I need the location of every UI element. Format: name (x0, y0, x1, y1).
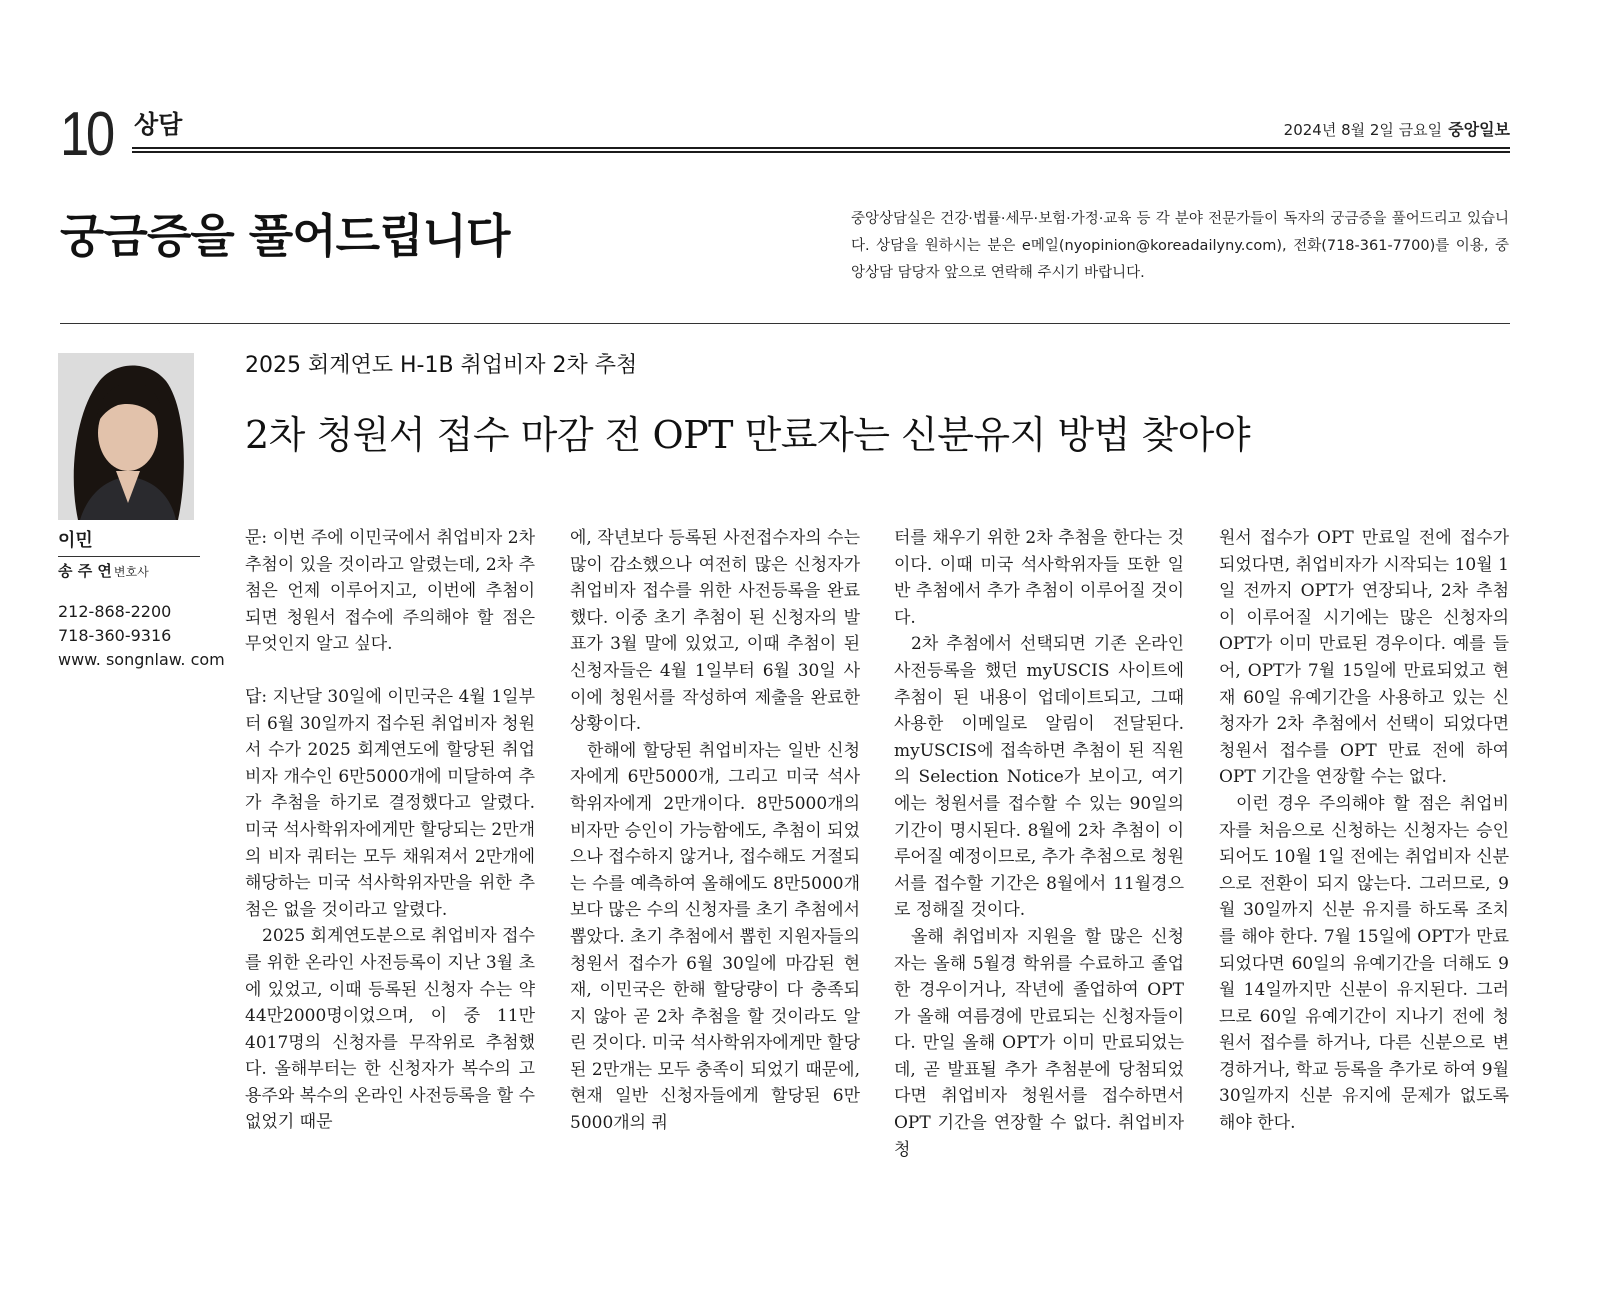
page-number: 10 (60, 100, 112, 169)
dateline (1284, 120, 1510, 140)
paragraph: 문: 이번 주에 이민국에서 취업비자 2차 추첨이 있을 것이라고 알렸는데, 2차 추첨은 언제 이루어지고, 이번에 추첨이 되면 청원서 접수에 주의해야 할 점은 무엇인지 알고 싶다. (245, 528, 535, 655)
article-title: 2차 청원서 접수 마감 전 OPT 만료자는 신분유지 방법 찾아야 (245, 413, 1251, 457)
paragraph: 에, 작년보다 등록된 사전접수자의 수는 많이 감소했으나 여전히 많은 신청자가 취업비자 접수를 위한 사전등록을 완료했다. 이중 초기 추첨이 된 신청자의 발표가 3월 말에 있었고, 이때 추첨이 된 신청자들은 4월 1일부터 6월 30일 사이에 청원서를 작성하여 제출을 완료한 상황이다. (570, 528, 860, 735)
author-name (58, 561, 149, 582)
paragraph: 한해에 할당된 취업비자는 일반 신청자에게 6만5000개, 그리고 미국 석사학위자에게 2만개이다. 8만5000개의 비자만 승인이 가능함에도, 추첨이 되었으나 접수하지 않거나, 접수해도 거절되는 수를 예측하여 올해에도 8만5000개보다 많은 수의 신청자를 초기 추첨에서 뽑았다. 초기 추첨에서 뽑힌 지원자들의 청원서 접수가 6월 30일에 마감된 현재, 이민국은 한해 할당량이 다 충족되지 않아 곧 2차 추첨을 할 것이라도 알린 것이다. 미국 석사학위자에게만 할당된 2만개는 모두 충족이 되었기 때문에, 현재 일반 신청자들에게 할당된 6만5000개의 쿼 (570, 740, 860, 1134)
paragraph: 답: 지난달 30일에 이민국은 4월 1일부터 6월 30일까지 접수된 취업비자 청원서 수가 2025 회계연도에 할당된 취업비자 개수인 6만5000개에 미달하여 추가 추첨을 하기로 결정했다고 알렸다. 미국 석사학위자에게만 할당되는 2만개의 비자 쿼터는 모두 채워져서 2만개에 해당하는 미국 석사학위자만을 위한 추첨은 없을 것이라고 알렸다. (245, 686, 535, 920)
paragraph: 2차 추첨에서 선택되면 기존 온라인 사전등록을 했던 myUSCIS 사이트에 추첨이 된 내용이 업데이트되고, 그때 사용한 이메일로 알림이 전달된다. myUSCIS에 접속하면 추첨이 된 직원의 Selection Notice가 보이고, 여기에는 청원서를 접수할 수 있는 90일의 기간이 명시된다. 8월에 2차 추첨이 이루어질 예정이므로, 추가 추첨으로 청원서를 접수할 기간은 8월에서 11월경으로 정해질 것이다. (894, 634, 1184, 921)
feature-intro: 중앙상담실은 건강·법률·세무·보험·가정·교육 등 각 분야 전문가들이 독자의 궁금증을 풀어드리고 있습니다. 상담을 원하시는 분은 e메일(nyopinion@koreadailyny.com), 전화(718-361-7700)를 이용, 중앙상담 담당자 앞으로 연락해 주시기 바랍니다. (851, 211, 1509, 281)
paragraph: 이런 경우 주의해야 할 점은 취업비자를 처음으로 신청하는 신청자는 승인되어도 10월 1일 전에는 취업비자 신분으로 전환이 되지 않는다. 그러므로, 9월 30일까지 신분 유지를 하도록 조치를 해야 한다. 7월 15일에 OPT가 만료되었다면 60일의 유예기간을 더해도 9월 14일까지만 신분이 유지된다. 그러므로 60일 유예기간이 지나기 전에 청원서 접수를 하거나, 다른 신분으로 변경하거나, 학교 등록을 추가로 하여 9월 30일까지 신분 유지에 문제가 없도록 해야 한다. (1219, 793, 1509, 1134)
paragraph: 터를 채우기 위한 2차 추첨을 한다는 것이다. 이때 미국 석사학위자들 또한 일반 추첨에서 추가 추첨이 이루어질 것이다. (894, 528, 1184, 628)
paragraph: 원서 접수가 OPT 만료일 전에 접수가 되었다면, 취업비자가 시작되는 10월 1일 전까지 OPT가 연장되나, 2차 추첨이 이루어질 시기에는 많은 신청자의 OPT가 이미 만료된 경우이다. 예를 들어, OPT가 7월 15일에 만료되었고 현재 60일 유예기간을 사용하고 있는 신청자가 2차 추첨에서 선택이 되었다면 청원서 접수를 OPT 만료 전에 하여 OPT 기간을 연장할 수는 없다. (1219, 528, 1509, 788)
paragraph: 올해 취업비자 지원을 할 많은 신청자는 올해 5월경 학위를 수료하고 졸업한 경우이거나, 작년에 졸업하여 OPT가 올해 여름경에 만료되는 신청자들이다. 만일 올해 OPT가 이미 만료되었는데, 곧 발표될 추가 추첨분에 당첨되었다면 취업비자 청원서를 접수하면서 OPT 기간을 연장할 수 없다. 취업비자 청 (894, 926, 1184, 1160)
newspaper-logo: 중앙일보 (1448, 120, 1510, 139)
author-title: 변호사 (113, 565, 149, 579)
author-phone-1: 212-868-2200 (58, 602, 172, 621)
author-contact (58, 600, 225, 672)
column-category: 이민 (58, 530, 93, 551)
paragraph: 2025 회계연도분으로 취업비자 접수를 위한 온라인 사전등록이 지난 3월 초에 있었고, 이때 등록된 신청자 수는 약 44만2000명이었으며, 이 중 11만4017명의 신청자를 무작위로 추첨했다. 올해부터는 한 신청자가 복수의 고용주와 복수의 온라인 사전등록을 할 수 없었기 때문 (245, 926, 535, 1133)
author-photo (58, 353, 194, 520)
feature-headline: 궁금증을 풀어드립니다 (60, 209, 510, 263)
article-column-2 (570, 525, 860, 1137)
issue-date: 2024년 8월 2일 금요일 (1283, 121, 1443, 139)
header-rule (132, 147, 1510, 155)
author-phone-2: 718-360-9316 (58, 626, 172, 645)
section-divider (60, 323, 1510, 324)
author-portrait-image (58, 353, 194, 520)
author-website: www. songnlaw. com (58, 650, 225, 669)
author-rule (58, 556, 200, 557)
section-label: 상담 (134, 110, 183, 139)
article-column-3 (894, 525, 1184, 1163)
article-column-1 (245, 525, 535, 1136)
article-column-4 (1219, 525, 1509, 1137)
article-subtitle: 2025 회계연도 H-1B 취업비자 2차 추첨 (245, 353, 638, 378)
author-name-text: 송 주 연 (58, 562, 112, 580)
